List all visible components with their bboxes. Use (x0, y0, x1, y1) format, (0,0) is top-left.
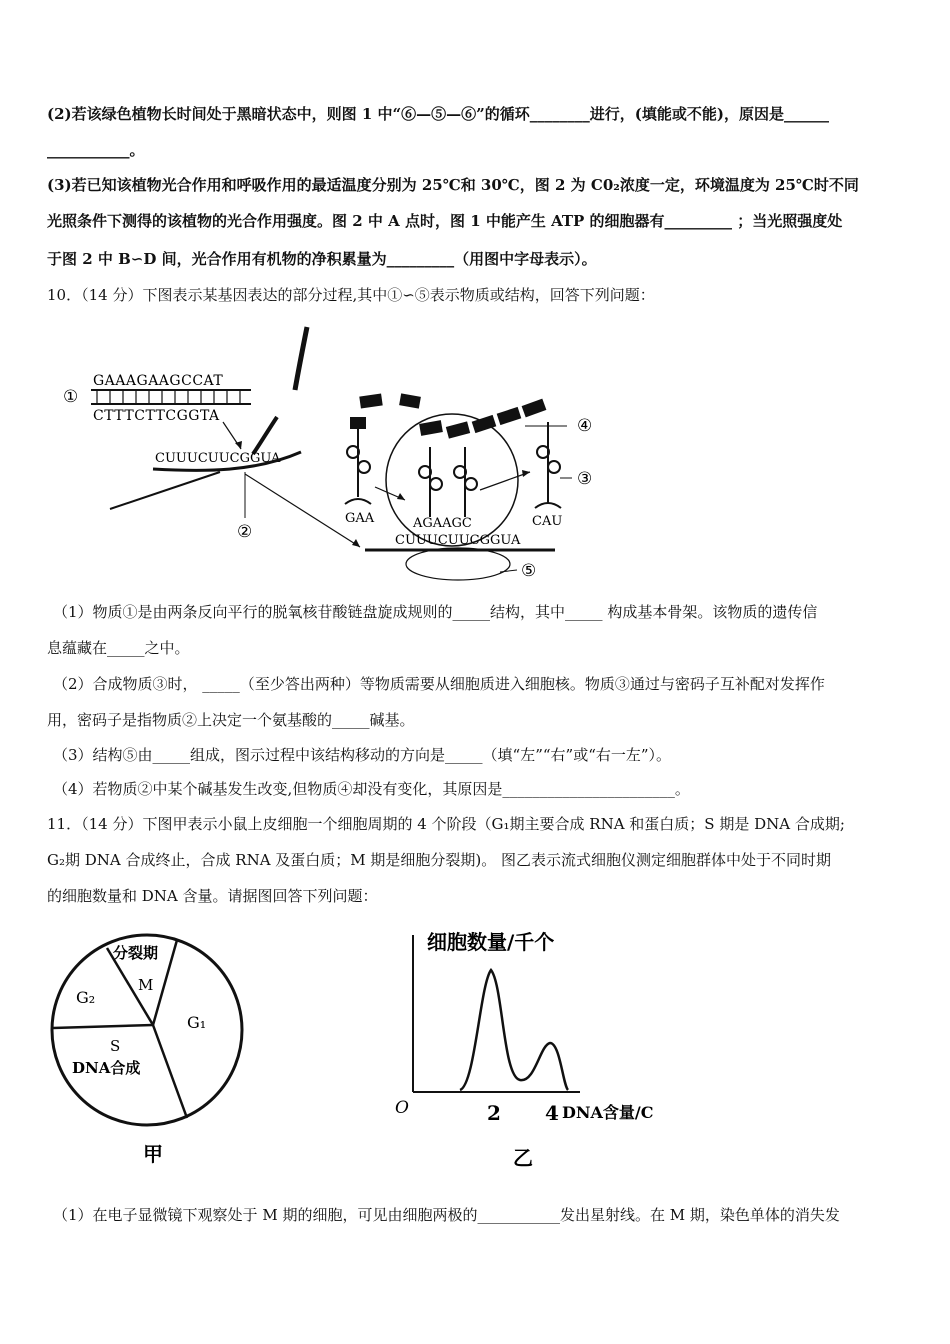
transport-arrow (245, 474, 360, 547)
anticodon-agaagc: AGAAGC (413, 516, 472, 531)
anticodon-gaa: GAA (345, 511, 375, 526)
dna-unwound-strand (110, 472, 220, 509)
cycle-circle (52, 935, 242, 1125)
origin-label: O (395, 1098, 409, 1118)
segment-g1-label: G₁ (187, 1013, 207, 1032)
histogram-y-label: 细胞数量/千个 (427, 930, 555, 954)
strand-top (295, 327, 307, 390)
figure-yi-caption: 乙 (513, 1146, 533, 1170)
label-5: ⑤ (521, 561, 537, 581)
histogram-curve (460, 970, 568, 1090)
gene-expression-figure (55, 322, 615, 587)
q10-part3: （3）结构⑤由_____组成，图示过程中该结构移动的方向是_____（填“左”“右”或“右一左”）。 (53, 746, 672, 764)
q10-part1-line2: 息蕴藏在_____之中。 (47, 639, 190, 657)
mrna-right-sequence: CUUUCUUCGGUA (395, 533, 521, 548)
cell-cycle-pie-figure (45, 925, 255, 1175)
q11-stem-line2: G₂期 DNA 合成终止，合成 RNA 及蛋白质；M 期是细胞分裂期)。 图乙表示流式细胞仪测定细胞群体中处于不同时期 (47, 851, 832, 869)
label-5-leader (500, 570, 517, 572)
q9-part3-line3: 于图 2 中 B∽D 间，光合作用有机物的净积累量为_________（用图中字母表示）。 (47, 250, 597, 268)
ribosome-small-subunit (406, 548, 510, 580)
q11-part1: （1）在电子显微镜下观察处于 M 期的细胞，可见由细胞两极的___________发出星射线。在 M 期，染色单体的消失发 (53, 1206, 840, 1224)
q10-stem: 10．（14 分）下图表示某基因表达的部分过程,其中①∽⑤表示物质或结构，回答下列问题： (47, 286, 655, 304)
segment-dna-label: DNA合成 (72, 1059, 141, 1077)
dna-top-strand: GAAAGAAGCCAT (93, 373, 224, 389)
dna-bottom-strand: CTTTCTTCGGTA (93, 408, 220, 424)
q10-part4: （4）若物质②中某个碱基发生改变,但物质④却没有变化，其原因是_______________________。 (53, 780, 690, 798)
q10-part1-line1: （1）物质①是由两条反向平行的脱氧核苷酸链盘旋成规则的_____结构，其中_____ 构成基本骨架。该物质的遗传信 (53, 603, 818, 621)
polypeptide-chain (359, 393, 546, 438)
dna-base-pairs (97, 390, 240, 404)
segment-fenlie-label: 分裂期 (113, 944, 159, 962)
q10-part2-line1: （2）合成物质③时， _____（至少答出两种）等物质需要从细胞质进入细胞核。物质③通过与密码子互补配对发挥作 (53, 675, 825, 693)
figure-jia-caption: 甲 (143, 1142, 163, 1166)
histogram-x-label: DNA含量/C (562, 1103, 654, 1122)
strand-mid (253, 417, 277, 454)
segment-g2-label: G₂ (76, 988, 96, 1007)
q9-part2-line1: (2)若该绿色植物长时间处于黑暗状态中，则图 1 中“⑥—⑤—⑥”的循环________进行，(填能或不能)，原因是______ (47, 105, 829, 123)
segment-m-label: M (138, 976, 154, 994)
q9-part2-line2: ___________。 (47, 141, 145, 159)
q9-part3-line2: 光照条件下测得的该植物的光合作用强度。图 2 中 A 点时，图 1 中能产生 ATP 的细胞器有_________ ；当光照强度处 (47, 212, 843, 230)
q11-stem-line1: 11．（14 分）下图甲表示小鼠上皮细胞一个细胞周期的 4 个阶段（G₁期主要合成 RNA 和蛋白质；S 期是 DNA 合成期; (47, 815, 845, 833)
label-2: ② (237, 522, 253, 542)
q11-stem-line3: 的细胞数量和 DNA 含量。请据图回答下列问题： (47, 887, 378, 905)
segment-s-label: S (110, 1037, 121, 1055)
q10-part2-line2: 用，密码子是指物质②上决定一个氨基酸的_____碱基。 (47, 711, 415, 729)
anticodon-cau: CAU (532, 514, 563, 529)
mrna-left-sequence: CUUUCUUCGGUA (155, 451, 281, 466)
x-tick-2: 2 (487, 1101, 501, 1125)
label-4: ④ (577, 416, 593, 436)
q9-part3-line1: (3)若已知该植物光合作用和呼吸作用的最适温度分别为 25℃和 30℃，图 2 为 C0₂浓度一定，环境温度为 25℃时不同 (47, 176, 859, 194)
dna-content-histogram (385, 925, 715, 1175)
amino-acid-1 (350, 417, 366, 429)
label-1: ① (63, 387, 79, 407)
label-3: ③ (577, 469, 593, 489)
x-tick-4: 4 (545, 1101, 559, 1125)
